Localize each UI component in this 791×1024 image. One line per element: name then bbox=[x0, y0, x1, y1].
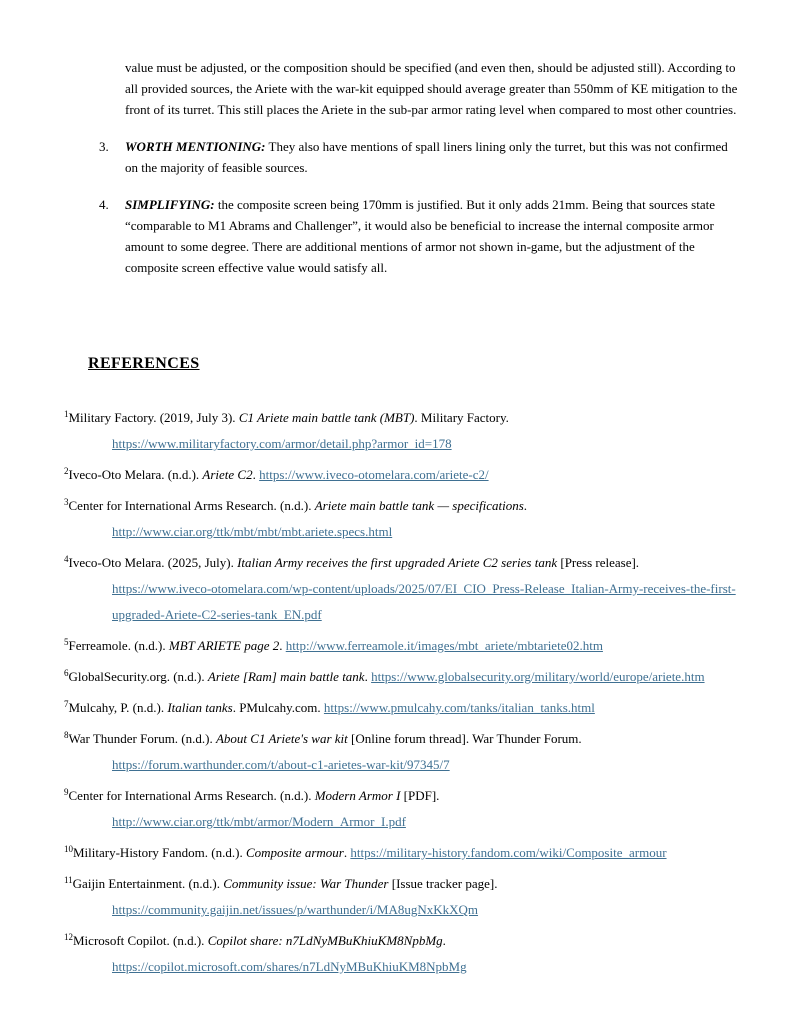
reference-text: Military-History Fandom. (n.d.). bbox=[73, 845, 246, 860]
reference-link[interactable]: https://www.militaryfactory.com/armor/detail.php?armor_id=178 bbox=[112, 436, 452, 451]
list-item-body bbox=[125, 136, 743, 178]
reference-entry bbox=[64, 550, 744, 628]
reference-number: 12 bbox=[64, 932, 73, 942]
list-item-lead: WORTH MENTIONING: bbox=[125, 139, 266, 154]
reference-entry bbox=[64, 695, 744, 721]
reference-text: Military Factory. (2019, July 3). bbox=[68, 410, 239, 425]
reference-text: Center for International Arms Research. (n.d.). bbox=[68, 788, 315, 803]
reference-text: GlobalSecurity.org. (n.d.). bbox=[68, 669, 208, 684]
reference-text: Microsoft Copilot. (n.d.). bbox=[73, 933, 208, 948]
reference-number: 5 bbox=[64, 637, 69, 647]
reference-text: [Online forum thread]. War Thunder Forum. bbox=[347, 731, 582, 746]
list-item-number: 3. bbox=[99, 139, 109, 154]
reference-link[interactable]: https://www.globalsecurity.org/military/world/europe/ariete.htm bbox=[371, 669, 705, 684]
reference-link[interactable]: http://www.ferreamole.it/images/mbt_ariete/mbtariete02.htm bbox=[285, 638, 603, 653]
reference-text: . bbox=[252, 467, 260, 482]
reference-title: Copilot share: n7LdNyMBuKhiuKM8NpbMg bbox=[207, 933, 443, 948]
reference-entry bbox=[64, 462, 744, 488]
reference-number: 6 bbox=[64, 668, 69, 678]
list-item-text: They also have mentions of spall liners lining only the turret, but this was not confirmed on the majority of feasible sources. bbox=[125, 139, 728, 175]
reference-entry bbox=[64, 840, 744, 866]
reference-title: Ariete [Ram] main battle tank bbox=[207, 669, 365, 684]
reference-link[interactable]: https://www.pmulcahy.com/tanks/italian_tanks.html bbox=[323, 700, 595, 715]
reference-text: Iveco-Oto Melara. (2025, July). bbox=[68, 555, 238, 570]
reference-title: Composite armour bbox=[245, 845, 344, 860]
reference-title: Modern Armor I bbox=[314, 788, 401, 803]
reference-text: Ferreamole. (n.d.). bbox=[68, 638, 169, 653]
reference-text: . Military Factory. bbox=[414, 410, 509, 425]
reference-number: 3 bbox=[64, 497, 69, 507]
reference-number: 10 bbox=[64, 844, 73, 854]
reference-link[interactable]: https://military-history.fandom.com/wiki/Composite_armour bbox=[350, 845, 667, 860]
reference-number: 8 bbox=[64, 730, 69, 740]
reference-number: 1 bbox=[64, 409, 69, 419]
references-heading: REFERENCES bbox=[88, 355, 200, 372]
reference-title: MBT ARIETE page 2 bbox=[168, 638, 280, 653]
reference-text: Iveco-Oto Melara. (n.d.). bbox=[68, 467, 203, 482]
reference-number: 9 bbox=[64, 787, 69, 797]
reference-text: [PDF]. bbox=[400, 788, 440, 803]
reference-entry bbox=[64, 726, 744, 778]
reference-entry bbox=[64, 664, 744, 690]
reference-entry bbox=[64, 871, 744, 923]
reference-text: War Thunder Forum. (n.d.). bbox=[68, 731, 216, 746]
reference-title: Italian Army receives the first upgraded Ariete C2 series tank bbox=[237, 555, 558, 570]
reference-title: Ariete main battle tank — specifications bbox=[314, 498, 524, 513]
references-list bbox=[64, 405, 744, 980]
reference-link[interactable]: https://copilot.microsoft.com/shares/n7LdNyMBuKhiuKM8NpbMg bbox=[112, 959, 467, 974]
reference-number: 2 bbox=[64, 466, 69, 476]
reference-number: 11 bbox=[64, 875, 73, 885]
list-item-3 bbox=[99, 136, 743, 178]
reference-number: 4 bbox=[64, 554, 69, 564]
body-paragraph: value must be adjusted, or the composition should be specified (and even then, should be adjusted still). According to all provided sources, the Ariete with the war-kit equipped should average greater than 550mm of KE mitigation to the front of its turret. This still places the Ariete in the sub-par armor rating level when compared to most other countries. bbox=[125, 60, 738, 117]
reference-link[interactable]: https://forum.warthunder.com/t/about-c1-arietes-war-kit/97345/7 bbox=[112, 757, 450, 772]
reference-link[interactable]: https://www.iveco-otomelara.com/ariete-c2/ bbox=[259, 467, 489, 482]
reference-text: . bbox=[343, 845, 351, 860]
list-item-body bbox=[125, 194, 743, 278]
list-item-number: 4. bbox=[99, 197, 109, 212]
reference-title: Community issue: War Thunder bbox=[223, 876, 389, 891]
reference-entry bbox=[64, 493, 744, 545]
reference-link[interactable]: https://www.iveco-otomelara.com/wp-content/uploads/2025/07/EI_CIO_Press-Release_Italian-Army-receives-the-first-upgraded-Ariete-C2-series-tank_EN.pdf bbox=[112, 581, 736, 622]
list-item-lead: SIMPLIFYING: bbox=[125, 197, 215, 212]
reference-title: About C1 Ariete's war kit bbox=[215, 731, 348, 746]
reference-entry bbox=[64, 405, 744, 457]
reference-number: 7 bbox=[64, 699, 69, 709]
reference-title: Ariete C2 bbox=[202, 467, 253, 482]
reference-text: . PMulcahy.com. bbox=[232, 700, 324, 715]
reference-text: . bbox=[364, 669, 372, 684]
reference-text: . bbox=[442, 933, 446, 948]
reference-text: Gaijin Entertainment. (n.d.). bbox=[72, 876, 224, 891]
reference-entry bbox=[64, 928, 744, 980]
list-item-4 bbox=[99, 194, 743, 278]
reference-entry bbox=[64, 633, 744, 659]
reference-link[interactable]: http://www.ciar.org/ttk/mbt/armor/Modern_Armor_I.pdf bbox=[112, 814, 406, 829]
list-item-text: the composite screen being 170mm is justified. But it only adds 21mm. Being that sources state “comparable to M1 Abrams and Challenger”, it would also be beneficial to increase the internal composite armor amount to some degree. There are additional mentions of armor not shown in-game, but the adjustment of the composite screen effective value would satisfy all. bbox=[125, 197, 716, 275]
reference-text: . bbox=[523, 498, 528, 513]
reference-link[interactable]: http://www.ciar.org/ttk/mbt/mbt/mbt.ariete.specs.html bbox=[112, 524, 393, 539]
reference-title: Italian tanks bbox=[167, 700, 233, 715]
reference-link[interactable]: https://community.gaijin.net/issues/p/warthunder/i/MA8ugNxKkXQm bbox=[112, 902, 479, 917]
reference-text: . bbox=[279, 638, 286, 653]
reference-title: C1 Ariete main battle tank (MBT) bbox=[238, 410, 415, 425]
reference-entry bbox=[64, 783, 744, 835]
reference-text: Center for International Arms Research. (n.d.). bbox=[68, 498, 315, 513]
reference-text: [Press release]. bbox=[557, 555, 640, 570]
reference-text: Mulcahy, P. (n.d.). bbox=[68, 700, 168, 715]
reference-text: [Issue tracker page]. bbox=[388, 876, 498, 891]
